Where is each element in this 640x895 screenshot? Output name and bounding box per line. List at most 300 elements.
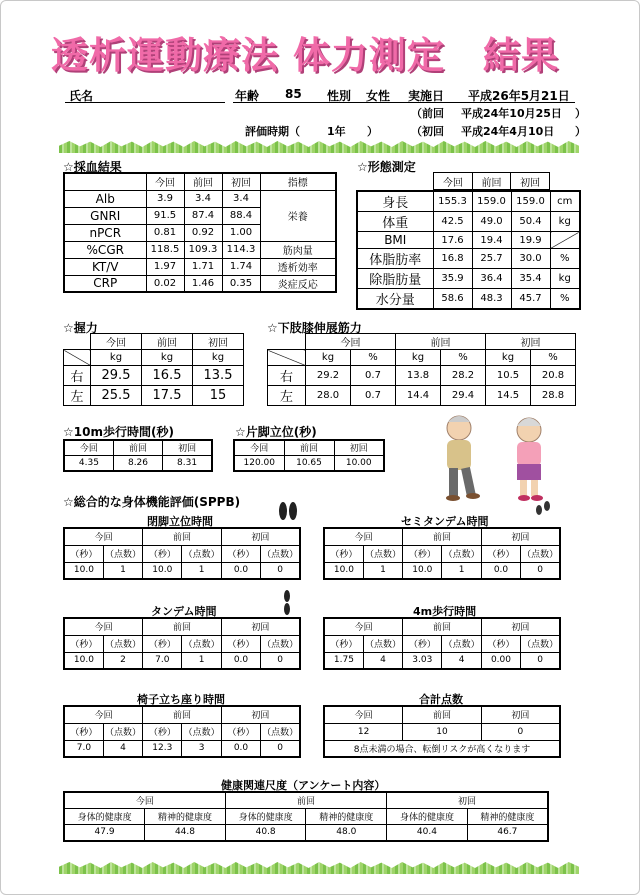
table-cell: 3.03 [403, 652, 442, 669]
grass-divider-top [59, 141, 579, 153]
table-row [64, 275, 336, 292]
table-cell: （点数） [261, 545, 300, 562]
table-row [324, 723, 560, 740]
walk10-table [63, 439, 213, 472]
table-cell: （秒） [481, 545, 520, 562]
table-row [234, 440, 384, 455]
table-cell: 46.7 [467, 824, 548, 841]
table-cell: 1.75 [324, 652, 363, 669]
closed-table [63, 527, 301, 580]
table-row [64, 740, 300, 757]
table-cell: 10.0 [403, 562, 442, 579]
table-cell: 今回 [146, 173, 184, 190]
table-cell: 0 [521, 562, 560, 579]
table-row [64, 366, 244, 386]
table-cell: % [441, 350, 486, 366]
table-cell: 0.7 [351, 366, 396, 386]
onefoot-table [233, 439, 385, 472]
table-cell: 19.4 [472, 232, 511, 249]
table-cell: Alb [64, 190, 146, 207]
table-cell: 0.02 [146, 275, 184, 292]
period-label: 評価時期（ [245, 125, 300, 138]
table-cell: 前回 [143, 618, 222, 635]
table-row [268, 386, 576, 406]
table-cell: 109.3 [184, 241, 222, 258]
table-cell: 28.8 [531, 386, 576, 406]
table-row [64, 808, 548, 824]
table-cell: 10.0 [64, 652, 103, 669]
table-cell: % [531, 350, 576, 366]
table-cell: 3.4 [184, 190, 222, 207]
table-cell: （秒） [143, 635, 182, 652]
table-cell: 13.5 [193, 366, 244, 386]
footprints-icon [536, 501, 550, 515]
table-cell: 0 [261, 652, 300, 669]
table-cell: 0 [521, 652, 560, 669]
age-value: 85 [285, 87, 302, 101]
table-cell: 1.97 [146, 258, 184, 275]
table-cell: 指標 [260, 173, 336, 190]
exec-label: 実施日 [408, 89, 445, 103]
table-cell: kg [142, 350, 193, 366]
total-title: 合計点数 [419, 693, 463, 706]
table-cell: 28.2 [441, 366, 486, 386]
table-cell: 透析効率 [260, 258, 336, 275]
table-row [324, 740, 560, 757]
table-row [324, 706, 560, 723]
table-row [324, 618, 560, 635]
table-cell: 今回 [64, 706, 143, 723]
table-row [64, 824, 548, 841]
name-label: 氏名 [69, 89, 94, 103]
table-cell: 12 [324, 723, 403, 740]
table-cell: 17.6 [433, 232, 472, 249]
table-cell: 4.35 [64, 455, 113, 471]
table-cell: 17.5 [142, 386, 193, 406]
table-cell [550, 232, 580, 249]
table-cell: 初回 [481, 618, 560, 635]
table-cell: 14.5 [486, 386, 531, 406]
table-cell: 155.3 [433, 191, 472, 212]
table-cell: 36.4 [472, 269, 511, 289]
table-cell: 精神的健康度 [467, 808, 548, 824]
table-cell: kg [306, 350, 351, 366]
table-cell: （点数） [103, 723, 142, 740]
table-row [64, 792, 548, 808]
table-cell: 42.5 [433, 212, 472, 232]
table-cell: 49.0 [472, 212, 511, 232]
table-cell: 0 [261, 562, 300, 579]
table-cell: 除脂肪量 [357, 269, 433, 289]
table-cell: 初回 [221, 706, 300, 723]
table-cell: （秒） [64, 635, 103, 652]
table-cell: 今回 [324, 706, 403, 723]
table-cell: 今回 [234, 440, 284, 455]
table-cell: 30.0 [511, 249, 550, 269]
blood-table [63, 172, 337, 293]
table-cell [268, 350, 306, 366]
table-cell: 159.0 [511, 191, 550, 212]
table-cell: 左 [64, 386, 91, 406]
table-cell: 今回 [64, 792, 225, 808]
table-cell: （点数） [182, 723, 221, 740]
footprints-pair-icon [277, 499, 299, 523]
prev-date: 平成24年10月25日 [461, 107, 562, 120]
table-cell: 10.0 [64, 562, 103, 579]
first-date: 平成24年4月10日 [461, 125, 555, 138]
table-row [64, 455, 212, 471]
tandem-table [63, 617, 301, 670]
table-cell: 今回 [64, 440, 113, 455]
table-cell: nPCR [64, 224, 146, 241]
table-cell: （秒） [143, 545, 182, 562]
table-cell: 今回 [64, 618, 143, 635]
table-cell: 0.0 [221, 652, 260, 669]
table-cell: % [550, 289, 580, 310]
table-row [64, 545, 300, 562]
total-table [323, 705, 561, 758]
form-table [356, 190, 581, 310]
sex-label: 性別 [327, 89, 352, 103]
onefoot-title: ☆片脚立位(秒) [235, 425, 317, 439]
table-cell: kg [396, 350, 441, 366]
elderly-man-icon [446, 416, 480, 501]
table-cell: 前回 [472, 173, 511, 190]
table-cell: 4 [363, 652, 402, 669]
table-cell: 栄養 [260, 190, 336, 241]
table-cell: 114.3 [222, 241, 260, 258]
table-row [64, 618, 300, 635]
table-cell: 精神的健康度 [145, 808, 226, 824]
walk4-table [323, 617, 561, 670]
table-cell: 前回 [403, 528, 482, 545]
table-row [64, 723, 300, 740]
table-cell: 初回 [163, 440, 212, 455]
table-row [234, 455, 384, 471]
table-cell: 10.5 [486, 366, 531, 386]
table-cell: 初回 [221, 618, 300, 635]
table-cell [268, 334, 306, 350]
table-cell: 8.31 [163, 455, 212, 471]
table-cell: 19.9 [511, 232, 550, 249]
table-cell: 水分量 [357, 289, 433, 310]
table-cell: 身体的健康度 [387, 808, 468, 824]
age-label: 年齢 [235, 89, 260, 103]
semi-title: セミタンデム時間 [401, 515, 489, 528]
table-cell [64, 173, 146, 190]
period-value: 1年 [327, 125, 346, 138]
table-cell: 29.4 [441, 386, 486, 406]
table-cell: 14.4 [396, 386, 441, 406]
elderly-walkers-illustration [421, 406, 571, 516]
table-cell: 精神的健康度 [306, 808, 387, 824]
table-cell: 28.0 [306, 386, 351, 406]
table-cell: （点数） [182, 545, 221, 562]
table-cell: 10 [403, 723, 482, 740]
table-cell: GNRI [64, 207, 146, 224]
elderly-woman-icon [517, 418, 543, 501]
table-cell: kg [193, 350, 244, 366]
table-cell: 体重 [357, 212, 433, 232]
table-cell: （点数） [261, 635, 300, 652]
form-header [433, 172, 550, 190]
table-cell: 前回 [403, 618, 482, 635]
table-cell: 48.3 [472, 289, 511, 310]
table-cell: 前回 [142, 334, 193, 350]
table-cell: 4 [442, 652, 481, 669]
table-cell: 10.00 [334, 455, 384, 471]
table-cell: （秒） [221, 723, 260, 740]
table-cell: 1.00 [222, 224, 260, 241]
table-row [324, 562, 560, 579]
table-row [64, 190, 336, 207]
table-cell: 右 [64, 366, 91, 386]
table-cell: 0.0 [221, 562, 260, 579]
table-row [357, 191, 580, 212]
table-row [357, 269, 580, 289]
table-cell: 炎症反応 [260, 275, 336, 292]
grip-table [63, 333, 244, 406]
table-cell: （点数） [363, 635, 402, 652]
table-row [357, 249, 580, 269]
table-cell: （点数） [261, 723, 300, 740]
table-cell: 今回 [64, 528, 143, 545]
table-cell: （秒） [143, 723, 182, 740]
table-cell: 身体的健康度 [64, 808, 145, 824]
table-cell: 1.46 [184, 275, 222, 292]
table-cell: CRP [64, 275, 146, 292]
table-cell: （点数） [442, 635, 481, 652]
table-cell [64, 350, 91, 366]
table-row [64, 258, 336, 275]
period-close: ） [367, 125, 378, 138]
table-cell: 50.4 [511, 212, 550, 232]
table-cell: 1 [442, 562, 481, 579]
table-cell: 29.5 [91, 366, 142, 386]
table-cell: 0 [481, 723, 560, 740]
table-cell: 今回 [91, 334, 142, 350]
knee-table [267, 333, 576, 406]
table-cell: 25.7 [472, 249, 511, 269]
table-cell: 初回 [334, 440, 384, 455]
table-cell: 10.65 [284, 455, 334, 471]
table-cell: 前回 [143, 706, 222, 723]
table-row [64, 562, 300, 579]
table-cell: （点数） [521, 635, 560, 652]
table-cell: 1.74 [222, 258, 260, 275]
table-cell: 16.8 [433, 249, 472, 269]
table-cell: （点数） [182, 635, 221, 652]
table-cell: （秒） [221, 545, 260, 562]
table-cell: 1 [363, 562, 402, 579]
table-cell: 45.7 [511, 289, 550, 310]
table-cell: 8.26 [113, 455, 162, 471]
table-cell: 58.6 [433, 289, 472, 310]
table-cell: 29.2 [306, 366, 351, 386]
table-row [357, 212, 580, 232]
table-row [324, 635, 560, 652]
table-cell: 前回 [143, 528, 222, 545]
table-cell: 今回 [324, 528, 403, 545]
table-cell: 7.0 [64, 740, 103, 757]
table-cell: 44.8 [145, 824, 226, 841]
table-cell: 87.4 [184, 207, 222, 224]
table-cell: 今回 [324, 618, 403, 635]
qol-table [63, 791, 549, 842]
table-cell: 20.8 [531, 366, 576, 386]
table-cell: 1 [103, 562, 142, 579]
table-cell: 前回 [403, 706, 482, 723]
table-cell: 13.8 [396, 366, 441, 386]
table-cell: 初回 [221, 528, 300, 545]
table-cell: 10.0 [143, 562, 182, 579]
table-cell: （点数） [442, 545, 481, 562]
table-cell: 0.35 [222, 275, 260, 292]
table-cell: （点数） [363, 545, 402, 562]
table-row [357, 289, 580, 310]
table-cell [64, 334, 91, 350]
closed-title: 閉脚立位時間 [147, 515, 213, 528]
table-cell: 120.00 [234, 455, 284, 471]
chair-table [63, 705, 301, 758]
table-cell: 35.9 [433, 269, 472, 289]
chair-title: 椅子立ち座り時間 [137, 693, 225, 706]
table-cell: （秒） [64, 723, 103, 740]
table-row [268, 350, 576, 366]
table-cell: 0.0 [481, 562, 520, 579]
table-cell: 40.4 [387, 824, 468, 841]
table-row [64, 635, 300, 652]
table-cell: BMI [357, 232, 433, 249]
table-cell: 0.00 [481, 652, 520, 669]
table-cell: kg [486, 350, 531, 366]
table-cell: kg [91, 350, 142, 366]
table-cell: 25.5 [91, 386, 142, 406]
table-cell: （点数） [521, 545, 560, 562]
table-cell: （秒） [324, 545, 363, 562]
table-cell: 0.0 [221, 740, 260, 757]
table-row [268, 366, 576, 386]
table-cell: 0.7 [351, 386, 396, 406]
grip-title: ☆握力 [63, 321, 98, 335]
footprints-tandem-icon [282, 589, 292, 615]
table-cell: kg [550, 269, 580, 289]
table-cell: 初回 [193, 334, 244, 350]
table-cell: （秒） [64, 545, 103, 562]
table-cell: 0.81 [146, 224, 184, 241]
walk10-title: ☆10m歩行時間(秒) [63, 425, 174, 439]
table-cell: 3.9 [146, 190, 184, 207]
table-cell: KT/V [64, 258, 146, 275]
table-cell: （秒） [403, 635, 442, 652]
table-cell: 左 [268, 386, 306, 406]
table-cell: 1 [182, 652, 221, 669]
table-cell: 2 [103, 652, 142, 669]
table-cell: cm [550, 191, 580, 212]
table-cell: 7.0 [143, 652, 182, 669]
table-cell: 40.8 [225, 824, 306, 841]
table-cell: 前回 [184, 173, 222, 190]
table-cell: 4 [103, 740, 142, 757]
table-row [324, 652, 560, 669]
table-cell: % [550, 249, 580, 269]
table-cell: （秒） [403, 545, 442, 562]
table-cell: 118.5 [146, 241, 184, 258]
table-cell: 初回 [222, 173, 260, 190]
table-cell: 0 [261, 740, 300, 757]
table-cell: 91.5 [146, 207, 184, 224]
table-cell: （秒） [481, 635, 520, 652]
table-cell: 身体的健康度 [225, 808, 306, 824]
semi-table [323, 527, 561, 580]
first-close: ） [575, 125, 586, 138]
table-cell: 前回 [396, 334, 486, 350]
table-row [64, 440, 212, 455]
table-row [64, 386, 244, 406]
table-cell: 初回 [387, 792, 548, 808]
table-cell: kg [550, 212, 580, 232]
table-cell: 体脂肪率 [357, 249, 433, 269]
table-cell: （点数） [103, 635, 142, 652]
table-cell: 12.3 [143, 740, 182, 757]
table-cell: 88.4 [222, 207, 260, 224]
table-cell: 35.4 [511, 269, 550, 289]
sex-value: 女性 [366, 89, 391, 103]
table-cell: 前回 [284, 440, 334, 455]
table-cell: 初回 [481, 706, 560, 723]
grass-divider-bottom [59, 862, 579, 874]
fall-risk-note: 8点未満の場合、転倒リスクが高くなります [324, 740, 560, 757]
table-cell: （点数） [103, 545, 142, 562]
walk4-title: 4m歩行時間 [413, 605, 477, 618]
table-cell: 身長 [357, 191, 433, 212]
exec-date: 平成26年5月21日 [468, 89, 570, 103]
form-title: ☆形態測定 [357, 160, 416, 174]
table-cell: 1 [182, 562, 221, 579]
table-row [64, 350, 244, 366]
table-cell: 筋肉量 [260, 241, 336, 258]
table-cell: 初回 [511, 173, 550, 190]
table-row [64, 241, 336, 258]
table-row [434, 173, 550, 190]
table-cell: 右 [268, 366, 306, 386]
table-cell: 初回 [481, 528, 560, 545]
first-label: （初回 [411, 125, 444, 138]
blood-title: ☆採血結果 [63, 160, 122, 174]
table-row [324, 528, 560, 545]
table-row [324, 545, 560, 562]
table-cell: %CGR [64, 241, 146, 258]
table-row [64, 652, 300, 669]
table-cell: 47.9 [64, 824, 145, 841]
tandem-title: タンデム時間 [151, 605, 217, 618]
table-row [64, 173, 336, 190]
table-cell: 15 [193, 386, 244, 406]
page-title: 透析運動療法 体力測定 結果 [51, 34, 559, 77]
table-cell: 10.0 [324, 562, 363, 579]
table-row [64, 706, 300, 723]
table-row [64, 334, 244, 350]
table-cell: 初回 [486, 334, 576, 350]
table-cell: 3.4 [222, 190, 260, 207]
table-cell: （秒） [324, 635, 363, 652]
table-cell: % [351, 350, 396, 366]
table-cell: 1.71 [184, 258, 222, 275]
table-cell: 前回 [113, 440, 162, 455]
sppb-title: ☆総合的な身体機能評価(SPPB) [63, 495, 241, 509]
table-cell: （秒） [221, 635, 260, 652]
table-row [64, 528, 300, 545]
